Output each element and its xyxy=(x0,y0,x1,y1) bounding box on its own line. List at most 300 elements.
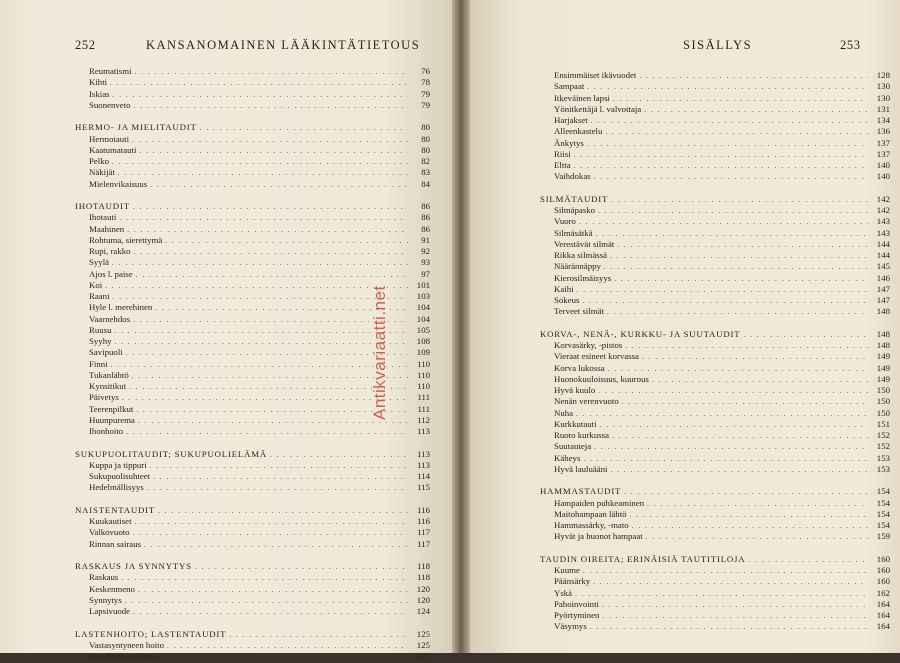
toc-entry-page: 79 xyxy=(421,99,430,110)
toc-entry-row xyxy=(75,77,430,88)
toc-entry-page: 144 xyxy=(876,250,890,260)
toc-entry-title: Sokeus xyxy=(554,295,580,305)
toc-entry-page: 153 xyxy=(876,452,890,463)
toc-entry-page: 128 xyxy=(876,70,890,80)
toc-entry-row xyxy=(540,93,890,104)
toc-entry-page: 134 xyxy=(876,115,890,125)
toc-section-row xyxy=(75,505,430,516)
dot-leader xyxy=(229,630,408,641)
toc-entry-row xyxy=(75,595,430,606)
toc-entry-row xyxy=(540,340,890,351)
dot-leader xyxy=(576,409,868,420)
toc-entry-title: Kuume xyxy=(554,565,580,575)
toc-entry-title: Näkijät xyxy=(89,167,115,178)
toc-entry-row xyxy=(540,261,890,272)
toc-entry-row xyxy=(540,576,890,587)
toc-entry-title: Synnytys xyxy=(89,594,122,605)
toc-entry-title: Keskenmeno xyxy=(89,583,135,594)
toc-entry-row xyxy=(75,145,430,156)
toc-entry-row xyxy=(540,408,890,419)
toc-entry-title: Itkeväinen lapsi xyxy=(554,92,610,103)
dot-leader xyxy=(624,487,868,498)
dot-leader xyxy=(113,292,408,303)
toc-entry-page: 164 xyxy=(876,610,890,620)
toc-spacer xyxy=(75,617,430,628)
toc-entry-page: 131 xyxy=(876,103,890,114)
toc-entry-row xyxy=(540,126,890,137)
toc-entry-title: Finni xyxy=(89,358,108,369)
dot-leader xyxy=(165,236,408,247)
toc-entry-page: 86 xyxy=(421,212,430,223)
left-running-title: KANSANOMAINEN LÄÄKINTÄTIETOUS xyxy=(146,38,421,52)
dot-leader xyxy=(160,652,408,663)
toc-entry-title: Teerenpilkut xyxy=(89,403,134,414)
toc-entry-row xyxy=(540,520,890,531)
dot-leader xyxy=(126,427,408,438)
toc-entry-row xyxy=(540,171,890,182)
toc-entry-title: Pelko xyxy=(89,156,110,166)
toc-entry-page: 136 xyxy=(876,126,890,137)
toc-entry-page: 153 xyxy=(876,463,890,474)
toc-entry-row xyxy=(75,426,430,437)
toc-entry-row xyxy=(540,306,890,317)
toc-entry-title: SILMÄTAUDIT xyxy=(540,193,609,204)
toc-spacer xyxy=(75,437,430,448)
toc-entry-page: 97 xyxy=(421,268,430,279)
dot-leader xyxy=(138,416,408,427)
right-running-title: SISÄLLYS xyxy=(683,38,753,52)
toc-entry-page: 143 xyxy=(876,227,890,238)
toc-entry-title: Päänsärky xyxy=(554,576,591,587)
toc-entry-title: Päivetys xyxy=(89,392,119,403)
toc-entry-title: Tukanlähtö xyxy=(89,369,129,380)
dot-leader xyxy=(147,483,408,494)
toc-entry-page: 147 xyxy=(876,295,890,305)
toc-spacer xyxy=(75,111,430,122)
toc-entry-page: 118 xyxy=(417,572,430,583)
toc-entry-row xyxy=(540,81,890,92)
dot-leader xyxy=(611,465,869,476)
toc-entry-title: Hyle l. merehinen xyxy=(89,302,153,313)
toc-entry-page: 149 xyxy=(876,373,890,384)
toc-entry-page: 127 xyxy=(416,651,430,661)
toc-entry-row xyxy=(75,212,430,223)
toc-entry-title: Silmäsätkä xyxy=(554,227,593,238)
toc-entry-page: 124 xyxy=(416,606,430,616)
toc-entry-page: 84 xyxy=(421,178,430,189)
toc-entry-row xyxy=(540,588,890,599)
toc-entry-page: 105 xyxy=(416,324,430,335)
toc-entry-title: Rinnan sairaus xyxy=(89,538,142,549)
dot-leader xyxy=(630,510,868,521)
dot-leader xyxy=(133,202,408,213)
toc-entry-row xyxy=(75,224,430,235)
dot-leader xyxy=(113,90,408,101)
dot-leader xyxy=(748,555,868,566)
toc-entry-page: 113 xyxy=(417,459,430,470)
toc-entry-page: 118 xyxy=(417,561,430,571)
toc-entry-title: Vieraat esineet korvassa xyxy=(554,351,639,362)
dot-leader xyxy=(594,442,868,453)
toc-entry-page: 112 xyxy=(417,414,430,425)
dot-leader xyxy=(134,247,408,258)
toc-entry-row xyxy=(540,351,890,362)
dot-leader xyxy=(125,596,408,607)
dot-leader xyxy=(613,94,868,105)
toc-entry-title: Harjakset xyxy=(554,115,588,125)
dot-leader xyxy=(195,562,408,573)
toc-entry-page: 151 xyxy=(876,418,890,429)
toc-entry-title: Terveet silmät xyxy=(554,306,604,317)
toc-section-row xyxy=(75,561,430,572)
toc-entry-title: Valkovuoto xyxy=(89,527,130,538)
dot-leader xyxy=(121,573,408,584)
toc-entry-row xyxy=(540,363,890,374)
toc-entry-page: 92 xyxy=(421,246,430,256)
toc-entry-title: Huonokuuloisuus, kuurous xyxy=(554,373,649,384)
toc-spacer xyxy=(540,183,890,194)
toc-entry-title: Änkytys xyxy=(554,137,584,148)
toc-entry-title: Syylä xyxy=(89,257,110,268)
toc-entry-page: 111 xyxy=(417,392,430,403)
toc-entry-row xyxy=(540,216,890,227)
toc-entry-page: 152 xyxy=(876,441,890,452)
toc-entry-page: 83 xyxy=(421,167,430,178)
toc-entry-row xyxy=(540,419,890,430)
dot-leader xyxy=(138,585,408,596)
toc-entry-page: 79 xyxy=(421,88,430,99)
dot-leader xyxy=(617,240,868,251)
dot-leader xyxy=(587,139,868,150)
toc-entry-page: 154 xyxy=(876,486,890,497)
dot-leader xyxy=(590,622,868,633)
toc-entry-title: Maahinen xyxy=(89,223,125,234)
toc-entry-page: 117 xyxy=(417,538,430,549)
dot-leader xyxy=(598,206,868,217)
toc-entry-title: Kuukautiset xyxy=(89,516,132,526)
dot-leader xyxy=(135,517,408,528)
toc-entry-title: Kihti xyxy=(89,77,108,88)
toc-entry-title: Sampaat xyxy=(554,81,585,92)
toc-entry-title: Vaarnehdos xyxy=(89,313,131,324)
toc-entry-row xyxy=(540,396,890,407)
dot-leader xyxy=(111,360,408,371)
toc-entry-page: 150 xyxy=(876,396,890,407)
toc-entry-title: Savipuoli xyxy=(89,347,123,358)
toc-entry-page: 91 xyxy=(421,234,430,245)
toc-entry-row xyxy=(75,572,430,583)
toc-entry-page: 125 xyxy=(416,628,430,639)
dot-leader xyxy=(647,499,868,510)
toc-entry-page: 120 xyxy=(416,594,430,605)
dot-leader xyxy=(591,116,868,127)
toc-entry-page: 142 xyxy=(876,193,890,204)
toc-entry-row xyxy=(540,464,890,475)
toc-spacer xyxy=(540,543,890,554)
dot-leader xyxy=(625,341,868,352)
dot-leader xyxy=(596,229,868,240)
dot-leader xyxy=(579,217,868,228)
toc-entry-title: Koi xyxy=(89,279,103,290)
toc-entry-page: 76 xyxy=(421,66,430,76)
toc-entry-row xyxy=(540,430,890,441)
toc-entry-row xyxy=(75,516,430,527)
toc-section-row xyxy=(75,449,430,460)
right-page-number: 253 xyxy=(840,38,861,52)
toc-entry-page: 109 xyxy=(416,347,430,358)
toc-entry-page: 147 xyxy=(876,283,890,294)
dot-leader xyxy=(110,78,408,89)
dot-leader xyxy=(646,532,868,543)
toc-entry-title: Pahoinvointi xyxy=(554,598,599,609)
toc-section-row xyxy=(75,201,430,212)
dot-leader xyxy=(112,157,408,168)
toc-entry-page: 145 xyxy=(876,261,890,272)
toc-entry-title: Kynsitikut xyxy=(89,381,127,391)
toc-entry-title: Iskias xyxy=(89,88,110,99)
toc-entry-title: Hermotauti xyxy=(89,133,130,144)
toc-entry-row xyxy=(540,565,890,576)
toc-entry-page: 150 xyxy=(876,385,890,395)
toc-entry-page: 80 xyxy=(421,122,430,133)
toc-entry-title: Kaatumatauti xyxy=(89,144,137,155)
toc-entry-page: 140 xyxy=(876,171,890,182)
toc-entry-title: HERMO- JA MIELITAUDIT xyxy=(75,122,197,133)
toc-entry-row xyxy=(540,610,890,621)
dot-leader xyxy=(115,326,409,337)
toc-entry-page: 149 xyxy=(876,351,890,362)
toc-entry-page: 149 xyxy=(876,362,890,373)
dot-leader xyxy=(132,135,408,146)
toc-entry-page: 80 xyxy=(421,144,430,155)
dot-leader xyxy=(593,577,868,588)
toc-entry-page: 104 xyxy=(416,302,430,313)
toc-entry-page: 142 xyxy=(876,205,890,215)
toc-entry-title: Hyvä lauluääni xyxy=(554,463,608,474)
toc-entry-row xyxy=(540,509,890,520)
toc-entry-row xyxy=(540,453,890,464)
toc-entry-row xyxy=(540,284,890,295)
toc-entry-row xyxy=(540,385,890,396)
toc-entry-title: Hampaiden puhkeaminen xyxy=(554,497,645,508)
toc-entry-title: Maitohampaan lähtö xyxy=(554,508,627,519)
dot-leader xyxy=(134,101,408,112)
dot-leader xyxy=(115,337,409,348)
toc-entry-page: 115 xyxy=(417,482,430,493)
toc-entry-title: TAUDIN OIREITA; ERINÄISIÄ TAUTITILOJA xyxy=(540,553,746,564)
toc-entry-row xyxy=(75,539,430,550)
dot-leader xyxy=(607,307,868,318)
toc-entry-row xyxy=(75,482,430,493)
toc-entry-page: 148 xyxy=(876,306,890,317)
dot-leader xyxy=(605,127,868,138)
toc-entry-title: Huunpurema xyxy=(89,414,135,425)
toc-entry-title: Ensimmäiset ikävuodet xyxy=(554,70,637,80)
toc-entry-row xyxy=(540,621,890,632)
toc-entry-page: 104 xyxy=(416,313,430,324)
toc-spacer xyxy=(75,550,430,561)
toc-entry-page: 78 xyxy=(421,77,430,88)
dot-leader xyxy=(582,296,868,307)
toc-entry-title: Rupi, rakko xyxy=(89,246,131,256)
toc-spacer xyxy=(540,318,890,329)
toc-entry-page: 137 xyxy=(876,148,890,159)
toc-entry-row xyxy=(75,640,430,651)
toc-entry-page: 130 xyxy=(876,81,890,92)
toc-entry-row xyxy=(75,471,430,482)
toc-entry-title: Suonenveto xyxy=(89,99,131,110)
toc-entry-row xyxy=(75,460,430,471)
toc-entry-page: 113 xyxy=(417,426,430,436)
toc-entry-page: 116 xyxy=(417,516,430,526)
toc-entry-title: KORVA-, NENÄ-, KURKKU- JA SUUTAUDIT xyxy=(540,328,741,339)
toc-entry-page: 143 xyxy=(876,216,890,227)
dot-leader xyxy=(132,371,408,382)
toc-entry-page: 159 xyxy=(876,531,890,542)
toc-entry-title: Kaihi xyxy=(554,283,574,294)
dot-leader xyxy=(642,352,868,363)
dot-leader xyxy=(144,540,408,551)
dot-leader xyxy=(136,405,408,416)
toc-entry-page: 164 xyxy=(876,598,890,609)
toc-entry-row xyxy=(75,156,430,167)
dot-leader xyxy=(602,600,868,611)
toc-entry-page: 82 xyxy=(421,156,430,166)
toc-entry-title: Mielenvikaisuus xyxy=(89,178,148,189)
dot-leader xyxy=(639,71,868,82)
toc-entry-title: Pyörtyminen xyxy=(554,610,600,620)
toc-entry-title: IHOTAUDIT xyxy=(75,201,130,211)
dot-leader xyxy=(743,330,868,341)
toc-entry-page: 110 xyxy=(417,369,430,380)
dot-leader xyxy=(270,450,408,461)
toc-entry-title: Lapsivuode xyxy=(89,606,131,616)
toc-entry-row xyxy=(540,160,890,171)
toc-entry-page: 164 xyxy=(876,621,890,632)
dot-leader xyxy=(574,150,868,161)
toc-entry-page: 125 xyxy=(416,639,430,650)
toc-entry-page: 86 xyxy=(421,201,430,211)
toc-entry-row xyxy=(540,531,890,542)
toc-entry-page: 160 xyxy=(876,565,890,575)
toc-entry-row xyxy=(75,167,430,178)
toc-entry-title: Nuha xyxy=(554,407,574,418)
toc-entry-row xyxy=(75,100,430,111)
dot-leader xyxy=(139,146,408,157)
dot-leader xyxy=(167,641,408,652)
dot-leader xyxy=(122,393,408,404)
toc-entry-page: 103 xyxy=(416,291,430,301)
dot-leader xyxy=(150,461,408,472)
toc-entry-row xyxy=(540,115,890,126)
toc-entry-title: RASKAUS JA SYNNYTYS xyxy=(75,561,192,571)
dot-leader xyxy=(133,607,408,618)
dot-leader xyxy=(150,180,408,191)
dot-leader xyxy=(602,611,868,622)
toc-entry-row xyxy=(75,89,430,100)
toc-entry-title: HAMMASTAUDIT xyxy=(540,486,622,497)
toc-entry-title: Imeväisen ruokinta xyxy=(89,651,157,661)
toc-entry-page: 154 xyxy=(876,520,890,530)
toc-spacer xyxy=(540,475,890,486)
toc-entry-title: Raani xyxy=(89,291,110,301)
toc-entry-row xyxy=(540,70,890,81)
toc-entry-title: Hyvät ja huonot hampaat xyxy=(554,531,643,542)
toc-entry-title: Kierosilmäisyys xyxy=(554,272,612,283)
watermark: Antikvariaatti.net xyxy=(370,285,389,420)
dot-leader xyxy=(135,67,408,78)
toc-entry-page: 110 xyxy=(417,358,430,369)
toc-entry-title: NAISTENTAUDIT xyxy=(75,504,156,515)
toc-entry-row xyxy=(540,104,890,115)
dot-leader xyxy=(105,281,408,292)
toc-entry-page: 111 xyxy=(417,403,430,414)
toc-entry-row xyxy=(540,599,890,610)
toc-entry-title: Suutauteja xyxy=(554,441,592,452)
dot-leader xyxy=(126,348,408,359)
toc-entry-title: Eltta xyxy=(554,160,571,170)
toc-entry-title: Väsymys xyxy=(554,621,587,632)
toc-entry-title: Rikka silmässä xyxy=(554,250,608,260)
dot-leader xyxy=(632,521,868,532)
toc-entry-page: 117 xyxy=(417,527,430,538)
toc-entry-title: Kuppa ja tippuri xyxy=(89,459,147,470)
toc-entry-page: 137 xyxy=(876,137,890,148)
toc-entry-page: 120 xyxy=(416,583,430,594)
toc-entry-title: Yönitkettäjä l. valvottaja xyxy=(554,103,642,114)
toc-entry-row xyxy=(540,138,890,149)
dot-leader xyxy=(136,270,408,281)
toc-entry-row xyxy=(540,273,890,284)
toc-entry-page: 150 xyxy=(876,407,890,418)
toc-entry-title: Ihonhoito xyxy=(89,426,124,436)
toc-entry-row xyxy=(75,584,430,595)
toc-entry-title: Yskä xyxy=(554,587,573,598)
toc-entry-row xyxy=(75,179,430,190)
dot-leader xyxy=(574,161,868,172)
toc-spacer xyxy=(75,494,430,505)
toc-entry-row xyxy=(540,295,890,306)
dot-leader xyxy=(598,386,868,397)
toc-entry-title: Verestävät silmät xyxy=(554,238,615,249)
toc-entry-page: 154 xyxy=(876,497,890,508)
toc-entry-page: 160 xyxy=(876,576,890,587)
toc-entry-page: 114 xyxy=(417,471,430,481)
dot-leader xyxy=(577,285,868,296)
dot-leader xyxy=(612,431,868,442)
toc-entry-title: Kurkkutauti xyxy=(554,418,597,429)
toc-section-row xyxy=(540,554,890,565)
toc-entry-page: 113 xyxy=(417,448,430,459)
dot-leader xyxy=(112,258,408,269)
toc-section-row xyxy=(75,629,430,640)
toc-entry-title: Ruusu xyxy=(89,324,112,335)
toc-entry-page: 148 xyxy=(876,328,890,339)
toc-entry-title: Ihotauti xyxy=(89,212,117,223)
toc-entry-page: 140 xyxy=(876,160,890,170)
toc-entry-title: Ruoto kurkussa xyxy=(554,430,609,440)
toc-entry-row xyxy=(75,527,430,538)
toc-entry-page: 86 xyxy=(421,223,430,234)
toc-entry-row xyxy=(540,498,890,509)
dot-leader xyxy=(133,315,408,326)
toc-entry-title: Hedelmällisyys xyxy=(89,482,144,493)
toc-entry-page: 154 xyxy=(876,508,890,519)
dot-leader xyxy=(118,168,408,179)
dot-leader xyxy=(644,105,868,116)
toc-entry-row xyxy=(75,134,430,145)
toc-entry-title: Käheys xyxy=(554,452,581,463)
